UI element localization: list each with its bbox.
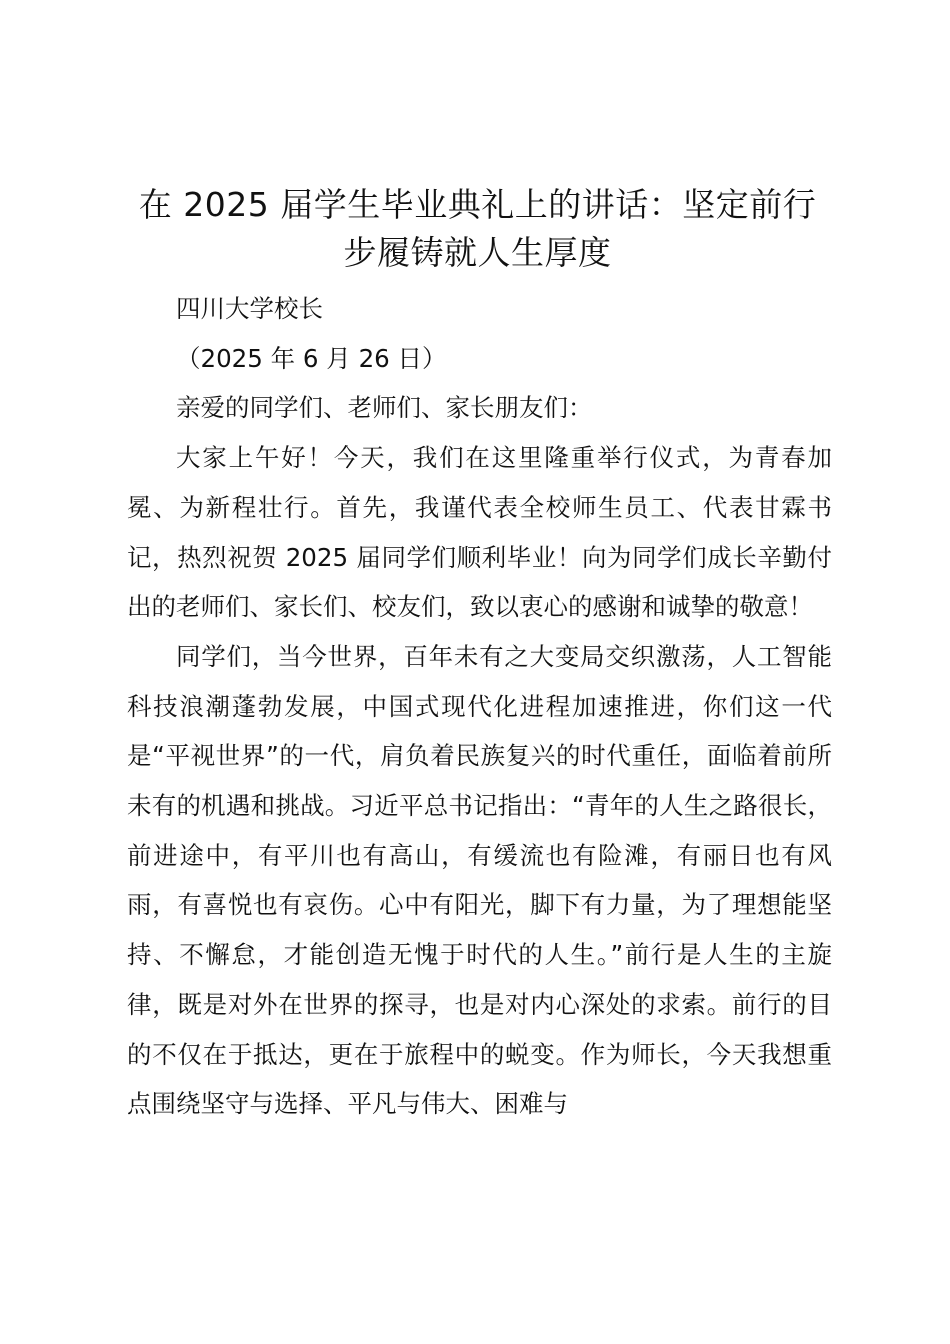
document-body [127,284,832,1129]
author-line: 四川大学校长 [176,294,323,323]
title-line-2: 步履铸就人生厚度 [343,233,612,272]
title-line-1: 在 2025 届学生毕业典礼上的讲话：坚定前行 [138,185,817,224]
date-line: （2025 年 6 月 26 日） [176,343,447,373]
paragraph-1: 大家上午好！今天，我们在这里隆重举行仪式，为青春加冕、为新程壮行。首先，我谨代表全校师生员工、代表甘霖书记，热烈祝贺 2025 届同学们顺利毕业！向为同学们成长辛勤付出的老师们、家长们、校友们，致以衷心的感谢和诚挚的敬意！ [127,443,832,622]
paragraph-2: 同学们，当今世界，百年未有之大变局交织激荡，人工智能科技浪潮蓬勃发展，中国式现代化进程加速推进，你们这一代是“平视世界”的一代，肩负着民族复兴的时代重任，面临着前所未有的机遇和挑战。习近平总书记指出：“青年的人生之路很长，前进途中，有平川也有高山，有缓流也有险滩，有丽日也有风雨，有喜悦也有哀伤。心中有阳光，脚下有力量，为了理想能坚持、不懈怠，才能创造无愧于时代的人生。”前行是人生的主旋律，既是对外在世界的探寻，也是对内心深处的求索。前行的目的不仅在于抵达，更在于旅程中的蜕变。作为师长，今天我想重点围绕坚守与选择、平凡与伟大、困难与 [127,641,832,1119]
document-title [120,181,835,277]
greeting-line: 亲爱的同学们、老师们、家长朋友们： [176,393,593,423]
